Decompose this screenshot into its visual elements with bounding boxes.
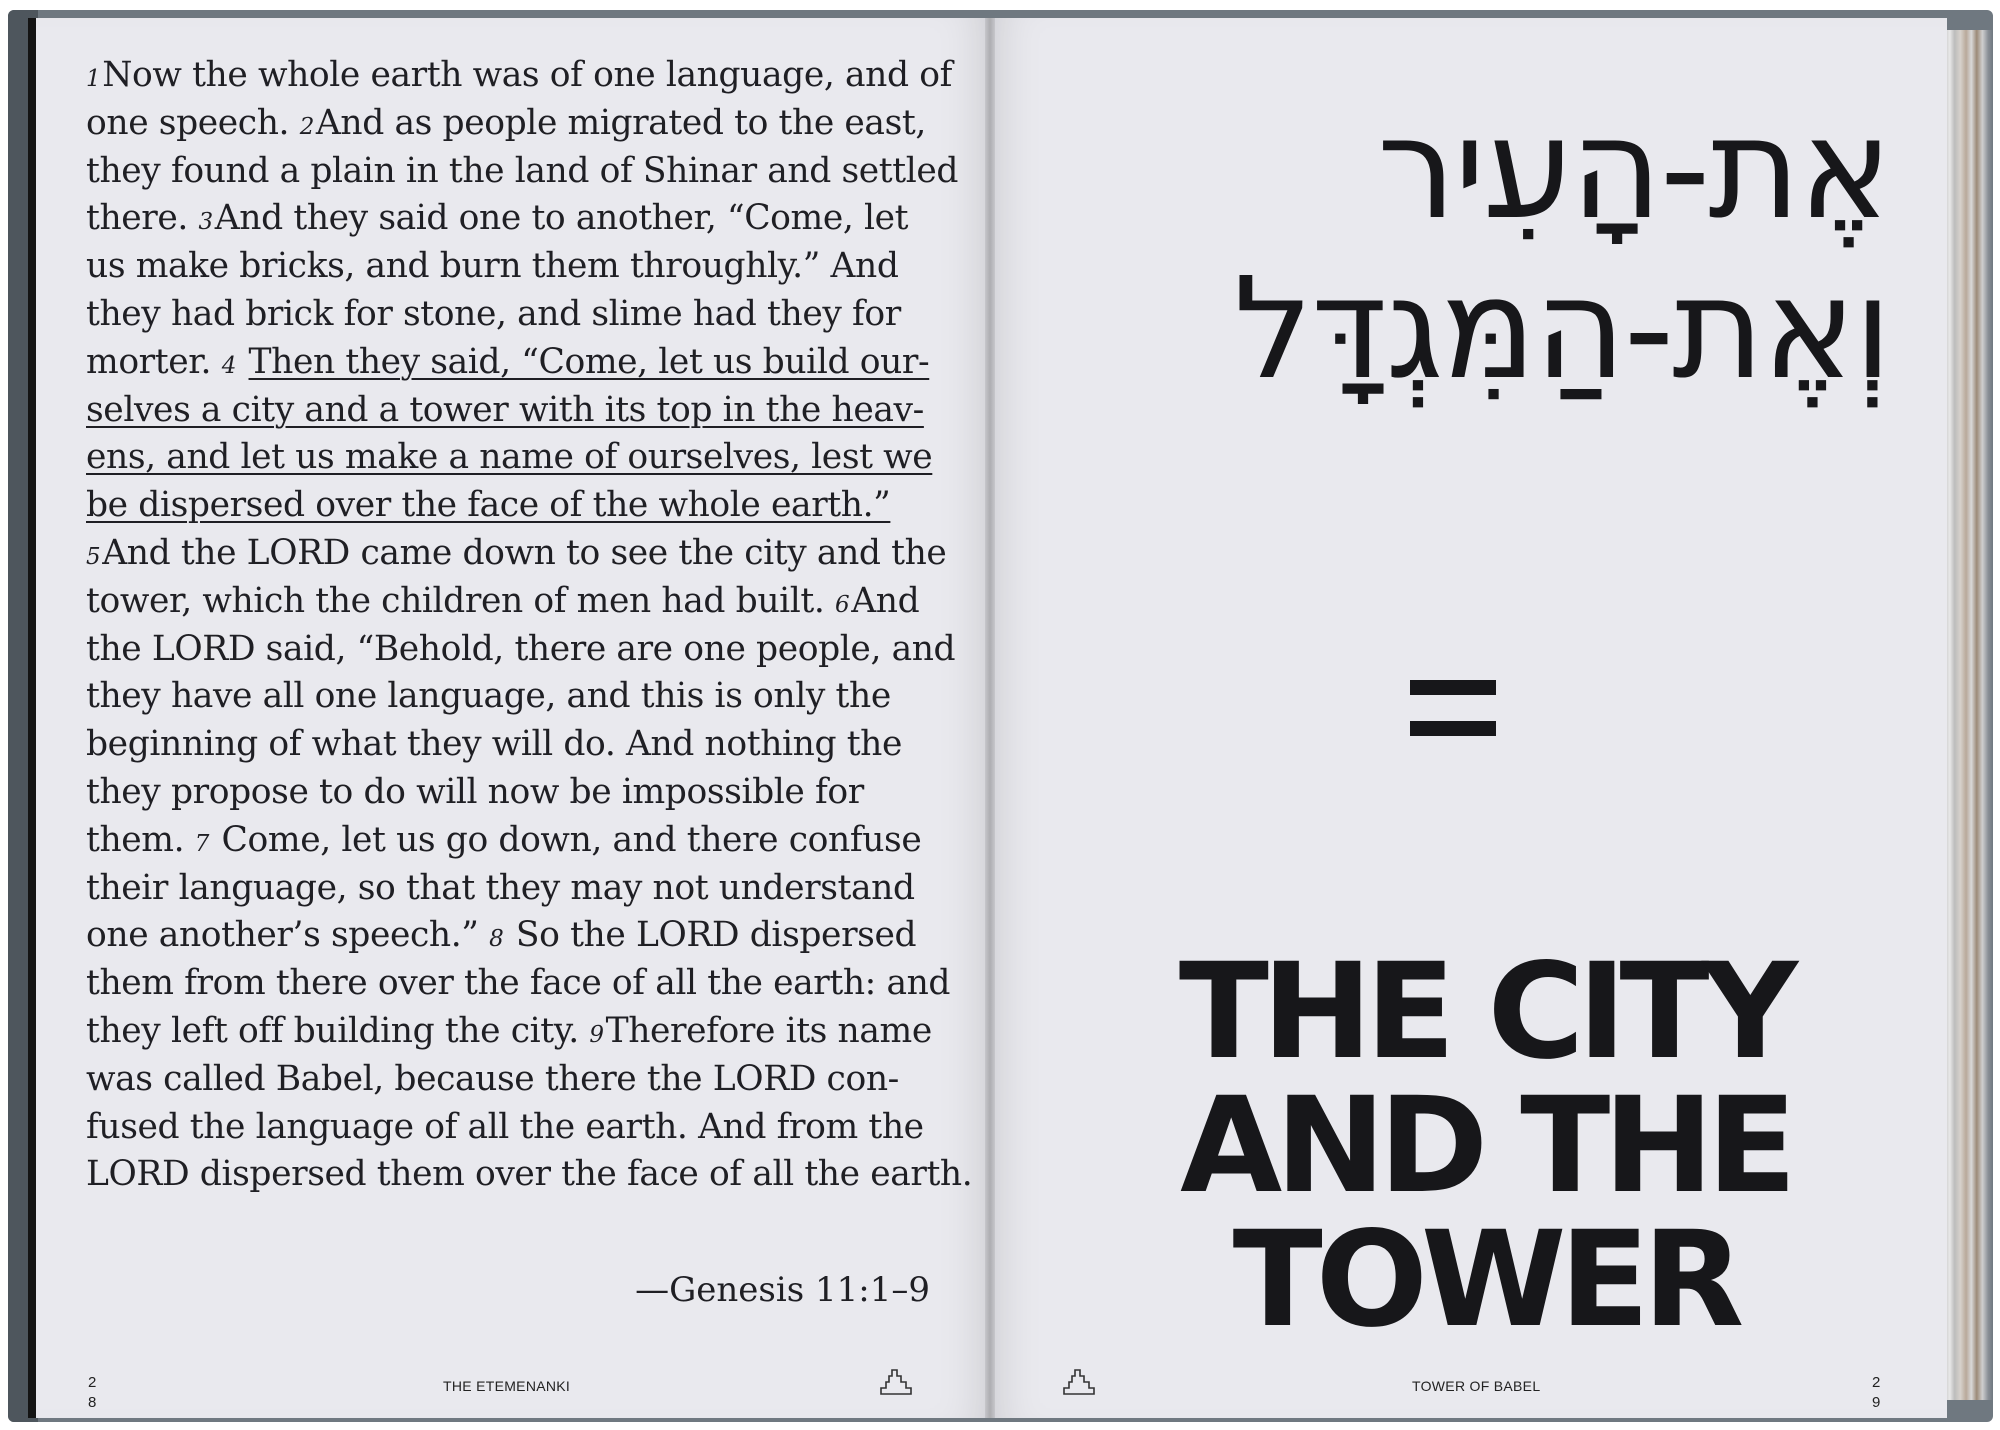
scripture-line: [86, 817, 956, 865]
verse-text: And as people migrated to the east,: [315, 102, 926, 143]
verse-text: they left off building the city.: [86, 1010, 590, 1051]
scripture-line: [86, 626, 956, 674]
scripture-line: [86, 769, 956, 817]
verse-text: And the LORD came down to see the city and the: [102, 532, 947, 573]
verse-text: [238, 342, 249, 382]
scripture-line: [86, 1008, 956, 1056]
verse-text: one another’s speech.”: [86, 915, 490, 956]
verse-text: So the LORD dispersed: [505, 915, 917, 956]
page-number-right: [1872, 1373, 1880, 1413]
verse-text: them from there over the face of all the earth: and: [86, 963, 951, 1004]
scripture-line: [86, 148, 959, 196]
book-gutter: [985, 18, 995, 1418]
verse-text: Therefore its name: [605, 1010, 932, 1051]
running-head-left: THE ETEMENANKI: [443, 1378, 571, 1394]
verse-number: 7: [194, 830, 209, 857]
verse-text: Now the whole earth was of one language, and of: [102, 55, 952, 95]
scripture-line: [86, 482, 956, 530]
verse-text: them.: [86, 819, 195, 860]
verse-number: 4: [221, 352, 236, 379]
verse-text: they propose to do will now be impossible for: [86, 771, 864, 812]
left-page-edge: [28, 18, 36, 1418]
scripture-line: [86, 100, 956, 148]
scripture-line: [86, 387, 956, 435]
citation: —Genesis 11:1–9: [635, 1270, 930, 1310]
ziggurat-icon: [1063, 1369, 1095, 1395]
verse-number: 2: [299, 113, 314, 140]
scripture-line: [86, 52, 956, 100]
underlined-passage: Then they said, “Come, let us build our-: [248, 341, 930, 382]
verse-text: And: [851, 580, 920, 621]
underlined-passage: ens, and let us make a name of ourselves, lest we: [86, 437, 933, 478]
scripture-line: [86, 243, 956, 291]
scripture-line: [86, 1056, 956, 1104]
page-number-left: [88, 1373, 96, 1413]
verse-number: 6: [835, 591, 850, 618]
title-line: AND THE: [1180, 1069, 1790, 1223]
verse-text: Come, let us go down, and there confuse: [210, 819, 922, 860]
hebrew-title: [1070, 90, 1890, 410]
scripture-line: [86, 1104, 956, 1152]
underlined-passage: selves a city and a tower with its top in the heav-: [86, 389, 924, 430]
verse-text: they found a plain in the land of Shinar and settled: [86, 150, 959, 191]
page-number-digit: 8: [88, 1394, 97, 1411]
scripture-line: [86, 434, 956, 482]
english-title: [1150, 935, 1820, 1357]
page-number-digit: 2: [1872, 1374, 1881, 1391]
verse-number: 5: [86, 543, 101, 570]
scripture-line: [86, 865, 956, 913]
verse-text: their language, so that they may not understand: [86, 867, 915, 908]
scripture-line: [86, 960, 956, 1008]
verse-text: morter.: [86, 341, 222, 382]
page-number-digit: 9: [1872, 1394, 1881, 1411]
scripture-line: [86, 1151, 973, 1199]
verse-text: they had brick for stone, and slime had they for: [86, 293, 901, 334]
hebrew-line: אֶת-הָעִיר: [1377, 88, 1890, 251]
verse-number: 3: [198, 209, 213, 236]
hebrew-line: וְאֶת-הַמִּגְדָּל: [1233, 248, 1890, 411]
scripture-line: [86, 673, 956, 721]
scripture-line: [86, 912, 956, 960]
verse-text: tower, which the children of men had built.: [86, 580, 835, 621]
scripture-line: [86, 339, 956, 387]
verse-text: one speech.: [86, 102, 300, 143]
scripture-line: [86, 530, 956, 578]
scripture-line: [86, 721, 956, 769]
running-head-right: TOWER OF BABEL: [1412, 1378, 1541, 1394]
title-line: TOWER: [1232, 1203, 1738, 1357]
scripture-text: [86, 52, 973, 1199]
verse-text: fused the language of all the earth. And from the: [86, 1106, 924, 1147]
page-number-digit: 2: [88, 1374, 97, 1391]
verse-text: LORD dispersed them over the face of all the earth.: [86, 1154, 973, 1195]
verse-text: they have all one language, and this is only the: [86, 676, 891, 717]
verse-text: was called Babel, because there the LORD con-: [86, 1058, 899, 1099]
verse-text: And they said one to another, “Come, let: [214, 198, 909, 239]
underlined-passage: be dispersed over the face of the whole earth.”: [86, 485, 891, 526]
equals-sign: [1410, 680, 1496, 736]
verse-text: us make bricks, and burn them throughly.” And: [86, 246, 899, 287]
title-line: THE CITY: [1178, 935, 1792, 1089]
verse-number: 8: [489, 926, 504, 953]
verse-number: 9: [589, 1021, 604, 1048]
verse-text: beginning of what they will do. And nothing the: [86, 724, 903, 765]
page-edges: [1945, 30, 1993, 1400]
ziggurat-icon: [880, 1369, 912, 1395]
equals-bar: [1410, 721, 1496, 736]
scripture-line: [86, 195, 956, 243]
verse-number: 1: [86, 66, 101, 92]
scripture-line: [86, 578, 956, 626]
scripture-line: [86, 291, 956, 339]
equals-bar: [1410, 680, 1496, 695]
verse-text: there.: [86, 198, 199, 239]
verse-text: the LORD said, “Behold, there are one people, and: [86, 628, 956, 669]
